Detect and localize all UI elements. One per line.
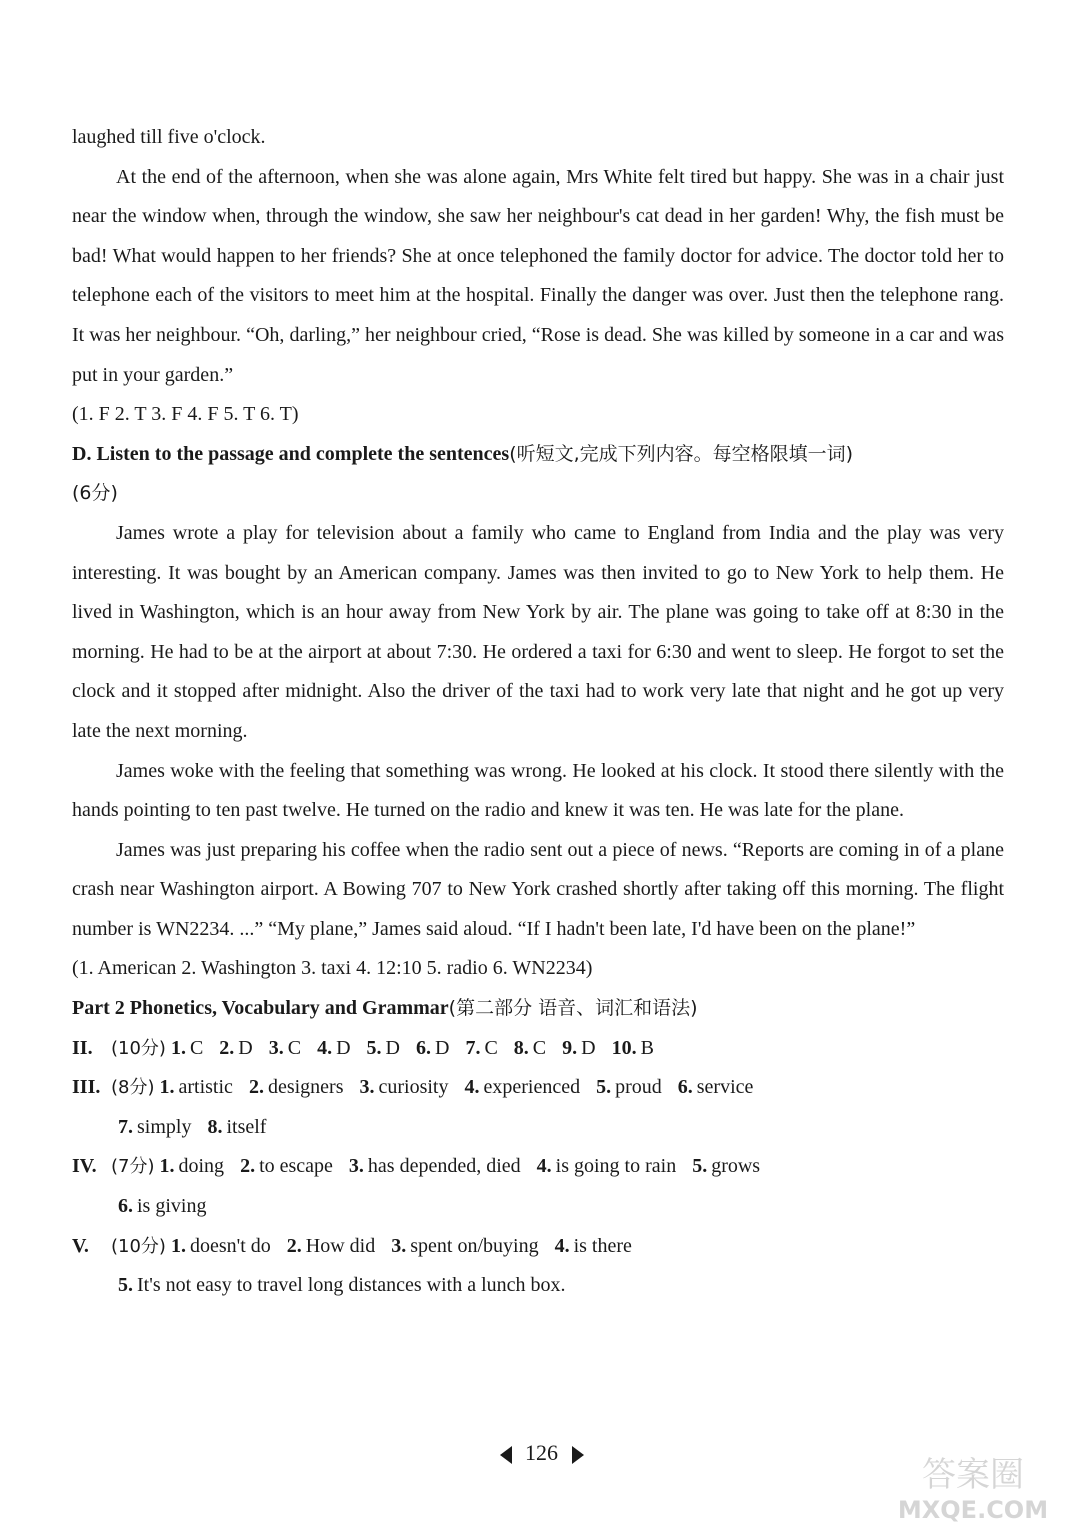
answer-number: 1. [159, 1155, 175, 1178]
answer-number: 9. [562, 1036, 578, 1059]
answer-number: 7. [118, 1115, 133, 1138]
answer-value: D [385, 1036, 400, 1059]
answer-value: It's not easy to travel long distances with a lunch box. [137, 1274, 566, 1297]
answer-number: 1. [159, 1076, 175, 1099]
answer-item [287, 1235, 375, 1257]
answer-item [562, 1037, 595, 1059]
answer-value: service [696, 1076, 754, 1099]
answer-value: D [238, 1036, 253, 1059]
section-v-items-2 [118, 1274, 582, 1296]
answer-value: C [189, 1036, 204, 1059]
section-iii-items [160, 1076, 770, 1098]
part2-title-cn: (第二部分 语音、词汇和语法) [448, 997, 698, 1020]
section-iv-answers [72, 1147, 1004, 1187]
answer-item [555, 1235, 632, 1257]
section-iv-label: IV. [72, 1155, 97, 1178]
answer-item [359, 1076, 448, 1098]
section-d-heading [72, 435, 1004, 475]
watermark-text-cn: 答案圈 [922, 1455, 1024, 1495]
answer-number: 5. [366, 1036, 382, 1059]
answer-value: artistic [178, 1076, 233, 1099]
answer-number: 4. [536, 1155, 552, 1178]
answer-number: 3. [268, 1036, 284, 1059]
answer-number: 7. [465, 1036, 481, 1059]
answer-value: grows [711, 1155, 761, 1178]
section-iii-items-2 [118, 1116, 282, 1138]
section-iii-continuation [72, 1108, 1004, 1148]
answer-number: 8. [207, 1115, 223, 1138]
passage-paragraph-1: James wrote a play for television about a family who came to England from India and the play was very interesting. It was bought by an American company. James was then invited to go to New York to help them. He lived in Washington, which is an hour away from New York by air. The plane was going to take off at 8:30 in the morning. He had to be at the airport at about 7:30. He ordered a taxi for 6:30 and went to sleep. He forgot to set the clock and it stopped after midnight. Also the driver of the taxi had to work very late that night and he got up very late the next morning. [72, 521, 1004, 742]
answer-item [240, 1155, 333, 1177]
answer-number: 1. [170, 1036, 186, 1059]
answer-value: C [287, 1036, 302, 1059]
section-v-score: (10分) [111, 1235, 166, 1257]
answer-value: C [484, 1036, 498, 1059]
section-v-answers [72, 1227, 1004, 1267]
answer-value: experienced [483, 1076, 581, 1099]
answer-value: itself [226, 1115, 267, 1138]
section-d-instruction: (听短文,完成下列内容。每空格限填一词) [509, 442, 854, 465]
section-ii-label: II. [72, 1036, 93, 1059]
answer-value: is going to rain [555, 1155, 677, 1178]
section-iv-continuation [72, 1187, 1004, 1227]
section-v-items [171, 1235, 648, 1257]
answer-value: is giving [137, 1195, 207, 1218]
story-continuation-line: laughed till five o'clock. [72, 126, 266, 148]
watermark-logo [873, 1446, 1073, 1526]
page-number: 126 [525, 1440, 558, 1465]
answer-item [118, 1116, 191, 1138]
answer-value: simply [137, 1115, 192, 1138]
answer-value: D [435, 1036, 450, 1059]
section-d-answers: (1. American 2. Washington 3. taxi 4. 12:10 5. radio 6. WN2234) [72, 957, 593, 980]
section-iv-items-2 [118, 1195, 222, 1217]
answer-number: 1. [170, 1234, 186, 1257]
answer-number: 2. [248, 1076, 264, 1099]
answer-item [464, 1076, 580, 1098]
answer-number: 4. [464, 1076, 480, 1099]
section-v-label: V. [72, 1234, 89, 1257]
answer-number: 2. [286, 1234, 302, 1257]
passage-paragraph-2: James woke with the feeling that something was wrong. He looked at his clock. It stood there silently with the hands pointing to ten past twelve. He turned on the radio and knew it was ten. He was late for the plane. [72, 759, 1004, 822]
section-d-title: D. Listen to the passage and complete the sentences [72, 442, 510, 465]
answer-number: 2. [219, 1036, 235, 1059]
answer-value: C [532, 1036, 547, 1059]
answer-item [692, 1155, 760, 1177]
answer-item [160, 1155, 225, 1177]
answer-number: 6. [677, 1076, 693, 1099]
story-answers: (1. F 2. T 3. F 4. F 5. T 6. T) [72, 403, 299, 426]
triangle-right-icon [572, 1446, 584, 1464]
answer-item [118, 1274, 566, 1296]
section-v-continuation [72, 1266, 1004, 1306]
answer-value: designers [267, 1076, 344, 1099]
answer-number: 10. [611, 1036, 637, 1059]
answer-item [514, 1037, 546, 1059]
answer-item [416, 1037, 449, 1059]
answer-item [317, 1037, 350, 1059]
answer-item [349, 1155, 521, 1177]
section-iv-score: (7分) [111, 1156, 155, 1178]
answer-value: spent on/buying [410, 1234, 539, 1257]
answer-page [72, 118, 1004, 1306]
answer-value: is there [573, 1234, 632, 1257]
answer-value: to escape [259, 1155, 333, 1178]
section-ii-score: (10分) [111, 1037, 166, 1059]
section-ii-items [171, 1037, 670, 1059]
answer-item [612, 1037, 654, 1059]
section-iv-items [160, 1155, 777, 1177]
answer-item [171, 1037, 203, 1059]
answer-value: D [581, 1036, 596, 1059]
answer-item [537, 1155, 677, 1177]
answer-value: D [336, 1036, 351, 1059]
answer-number: 2. [240, 1155, 256, 1178]
answer-item [171, 1235, 271, 1257]
section-iii-score: (8分) [111, 1077, 155, 1099]
answer-value: B [640, 1036, 654, 1059]
answer-value: curiosity [378, 1076, 449, 1099]
section-iii-label: III. [72, 1076, 101, 1099]
section-d-score: (6分) [72, 482, 118, 505]
story-paragraph: At the end of the afternoon, when she was alone again, Mrs White felt tired but happy. She was in a chair just near the window when, through the window, she saw her neighbour's cat dead in her garden! Why, the fish must be bad! What would happen to her friends? She at once telephoned the family doctor for advice. The doctor told her to telephone each of the visitors to meet him at the hospital. Finally the danger was over. Just then the telephone rang. It was her neighbour. “Oh, darling,” her neighbour cried, “Rose is dead. She was killed by someone in a car and was put in your garden.” [72, 165, 1004, 386]
answer-item [367, 1037, 400, 1059]
answer-number: 4. [317, 1036, 333, 1059]
answer-number: 8. [513, 1036, 529, 1059]
watermark-text-en: MXQE.COM [897, 1496, 1049, 1524]
answer-number: 5. [118, 1274, 133, 1297]
answer-number: 3. [391, 1234, 407, 1257]
answer-item [160, 1076, 233, 1098]
answer-number: 5. [596, 1076, 612, 1099]
answer-item [249, 1076, 344, 1098]
section-iii-answers [72, 1068, 1004, 1108]
answer-value: doesn't do [189, 1234, 271, 1257]
part2-title: Part 2 Phonetics, Vocabulary and Grammar [72, 997, 449, 1020]
answer-number: 6. [416, 1036, 431, 1059]
answer-number: 6. [118, 1195, 133, 1218]
part2-heading [72, 989, 1004, 1029]
answer-value: proud [615, 1076, 662, 1099]
answer-item [118, 1195, 206, 1217]
answer-value: doing [178, 1155, 225, 1178]
answer-number: 5. [692, 1155, 708, 1178]
answer-value: has depended, died [367, 1155, 521, 1178]
answer-number: 4. [554, 1234, 570, 1257]
answer-item [465, 1037, 497, 1059]
triangle-left-icon [500, 1446, 512, 1464]
answer-number: 3. [359, 1076, 375, 1099]
answer-value: How did [305, 1234, 376, 1257]
answer-item [596, 1076, 662, 1098]
answer-item [678, 1076, 754, 1098]
answer-item [219, 1037, 252, 1059]
answer-item [391, 1235, 538, 1257]
passage-paragraph-3: James was just preparing his coffee when the radio sent out a piece of news. “Reports are coming in of a plane crash near Washington airport. A Bowing 707 to New York crashed shortly after taking off this morning. The flight number is WN2234. ...” “My plane,” James said aloud. “If I hadn't been late, I'd have been on the plane!” [72, 838, 1004, 940]
answer-item [269, 1037, 301, 1059]
answer-item [207, 1116, 266, 1138]
answer-number: 3. [348, 1155, 364, 1178]
section-ii-answers [72, 1029, 1004, 1069]
